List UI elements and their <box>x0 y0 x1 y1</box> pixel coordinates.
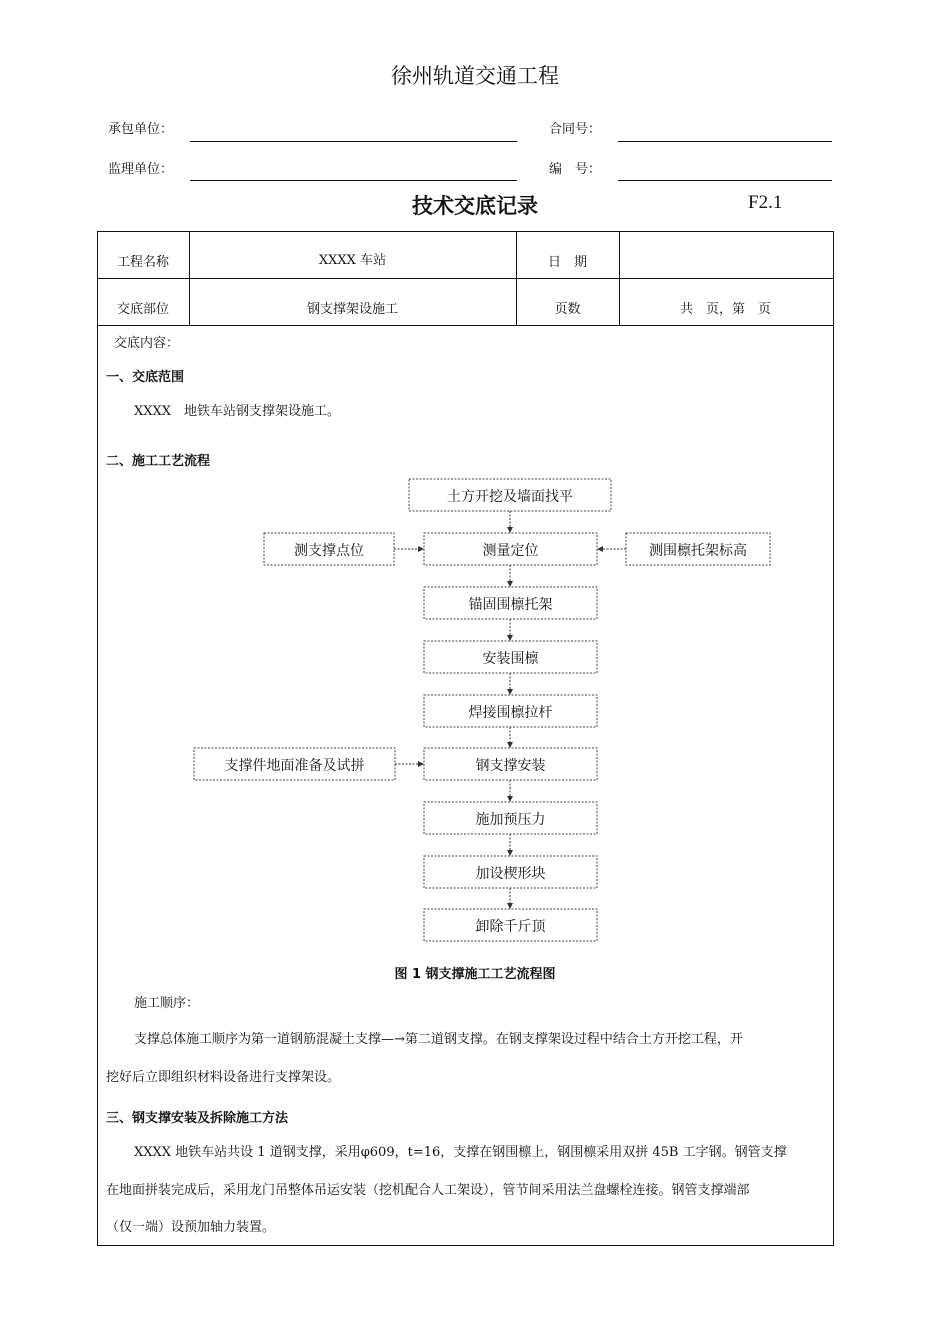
flow-step-4: 安装围檩 <box>482 651 539 667</box>
section-3-line-1: XXXX 地铁车站共设 1 道钢支撑，采用φ609，t=16，支撑在钢围檩上，钢围檩采用双拼 45B 工字钢。钢管支撑 <box>134 1145 787 1160</box>
project-name-label: 工程名称 <box>116 255 169 270</box>
flow-step-6: 钢支撑安装 <box>475 758 546 774</box>
construction-order-line-1: 支撑总体施工顺序为第一道钢筋混凝土支撑—→第二道钢支撑。在钢支撑架设过程中结合土方开挖工程，开 <box>134 1032 743 1047</box>
flow-step-9: 卸除千斤顶 <box>475 919 546 935</box>
section-3-line-3: （仅一端）设预加轴力装置。 <box>106 1220 276 1235</box>
flow-side-right-1: 测围檩托架标高 <box>649 543 747 559</box>
part-value: 钢支撑架设施工 <box>306 302 398 317</box>
form-number: F2.1 <box>748 192 783 213</box>
number-label: 编 号： <box>549 162 602 177</box>
flow-step-5: 焊接围檩拉杆 <box>468 705 553 721</box>
section-1-heading: 一、交底范围 <box>106 370 185 385</box>
project-name-value: XXXX 车站 <box>318 253 387 268</box>
section-3-line-2: 在地面拼装完成后，采用龙门吊整体吊运安装（挖机配合人工架设），管节间采用法兰盘螺栓连接。钢管支撑端部 <box>106 1183 750 1198</box>
flow-step-8: 加设楔形块 <box>475 866 546 882</box>
flow-step-1: 土方开挖及墙面找平 <box>447 489 573 505</box>
content-label: 交底内容： <box>114 336 180 351</box>
part-label: 交底部位 <box>116 302 169 317</box>
section-2-heading: 二、施工工艺流程 <box>106 454 211 469</box>
section-1-text: XXXX 地铁车站钢支撑架设施工。 <box>134 404 341 419</box>
contract-no-label: 合同号： <box>549 122 602 137</box>
construction-order-line-2: 挖好后立即组织材料设备进行支撑架设。 <box>106 1070 341 1085</box>
flow-step-2: 测量定位 <box>482 543 539 559</box>
flow-side-left-1: 测支撑点位 <box>294 543 364 559</box>
date-label: 日 期 <box>547 255 587 270</box>
record-title: 技术交底记录 <box>412 194 538 218</box>
pages-label: 页数 <box>554 302 581 317</box>
supervisor-label: 监理单位： <box>108 162 174 177</box>
contractor-label: 承包单位： <box>108 122 174 137</box>
pages-value: 共 页，第 页 <box>679 302 771 317</box>
flow-step-7: 施加预压力 <box>475 812 546 828</box>
construction-order-label: 施工顺序： <box>134 996 200 1011</box>
section-3-heading: 三、钢支撑安装及拆除施工方法 <box>106 1111 289 1126</box>
figure-caption: 图 1 钢支撑施工工艺流程图 <box>394 967 556 982</box>
flow-step-3: 锚固围檩托架 <box>468 597 553 613</box>
flow-side-left-2: 支撑件地面准备及试拼 <box>224 758 365 774</box>
document-title: 徐州轨道交通工程 <box>391 64 559 88</box>
